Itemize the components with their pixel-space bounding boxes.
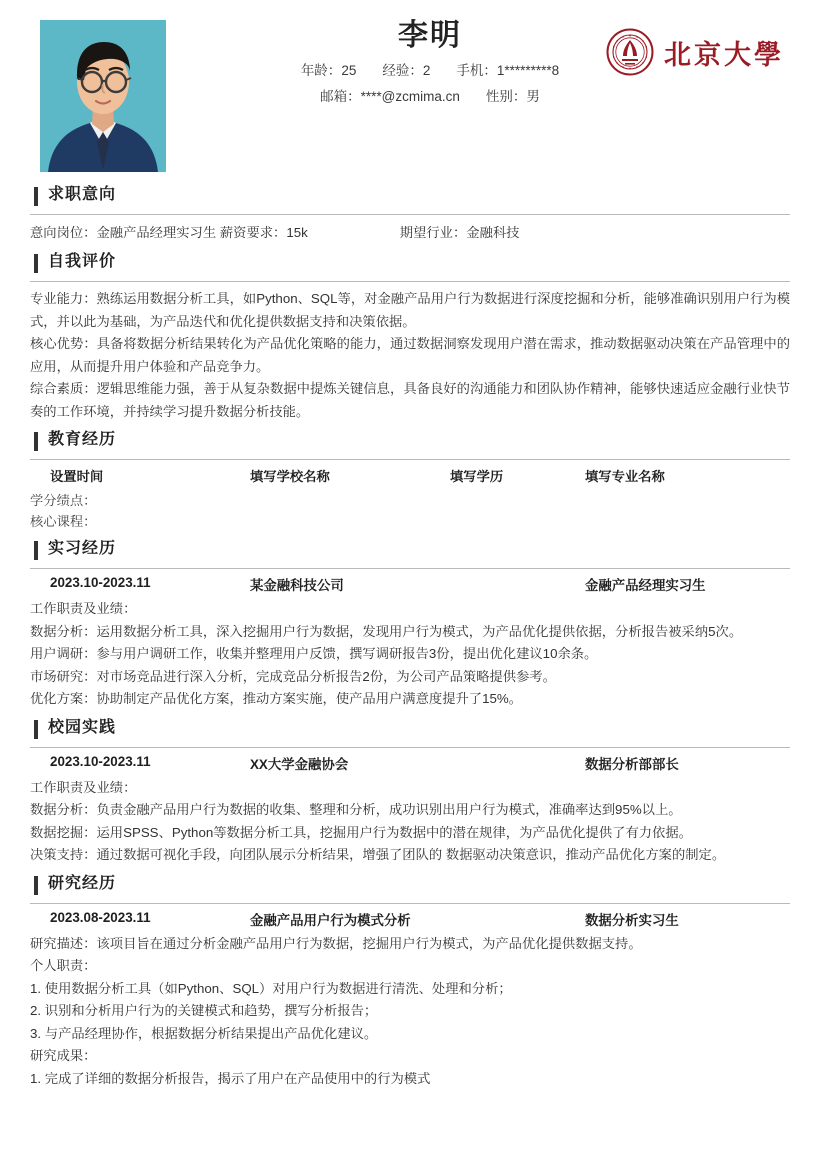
section-title: 自我评价 [48, 253, 117, 270]
entry-org: 某金融科技公司 [250, 578, 344, 593]
entry-role: 数据分析部部长 [585, 756, 679, 772]
paragraph: 2. 识别和分析用户行为的关键模式和趋势，撰写分析报告； [30, 1003, 378, 1018]
section-header-self-evaluation [30, 251, 790, 277]
section-divider [30, 214, 790, 215]
section-self-evaluation [30, 251, 790, 423]
section-divider [30, 459, 790, 460]
identity-block [210, 14, 650, 110]
intent-left [30, 221, 308, 245]
section-divider [30, 281, 790, 282]
paragraph: 研究成果： [30, 1048, 97, 1063]
entry-role: 金融产品经理实习生 [585, 578, 706, 593]
paragraph: 优化方案：协助制定产品优化方案，推动方案实施，使产品用户满意度提升了15%。 [30, 691, 523, 706]
salary-value: 15k [286, 225, 308, 240]
phone-label: 手机： [456, 63, 497, 78]
experience-label: 经验： [382, 63, 423, 78]
salary-label: 薪资要求： [219, 225, 287, 240]
age-value: 25 [341, 63, 357, 78]
email-label: 邮箱： [320, 89, 361, 104]
education-column-headers [30, 466, 790, 488]
paragraph: 个人职责： [30, 958, 97, 973]
school-name: 北京大學 [664, 39, 784, 70]
paragraph: 3. 与产品经理协作，根据数据分析结果提出产品优化建议。 [30, 1025, 378, 1041]
edu-col-time: 设置时间 [50, 469, 104, 484]
section-divider [30, 747, 790, 748]
page-title: 李明 [398, 19, 462, 52]
job-intent-row [30, 221, 790, 245]
entry-date: 2023.10-2023.11 [50, 575, 151, 590]
section-research [30, 873, 790, 1091]
section-title: 研究经历 [48, 874, 117, 892]
edu-col-school: 填写学校名称 [250, 469, 330, 484]
paragraph: 工作职责及业绩： [30, 601, 137, 616]
applicant-photo-icon [40, 20, 166, 172]
paragraph: 专业能力：熟练运用数据分析工具，如Python、SQL等，对金融产品用户行为数据进行深度挖掘和分析，能够准确识别用户行为模式，并以此为基础，为产品迭代和优化提供数据支持和决策依据。 [30, 291, 790, 329]
research-entry-header [30, 910, 790, 933]
paragraph: 决策支持：通过数据可视化手段，向团队展示分析结果，增强了团队的 数据驱动决策意识，推动产品优化方案的制定。 [30, 847, 726, 862]
campus-entry-header [30, 754, 790, 777]
entry-role: 数据分析实习生 [585, 912, 679, 928]
self-evaluation-body [30, 288, 790, 423]
section-header-education [30, 429, 790, 455]
section-divider [30, 568, 790, 569]
paragraph: 数据分析：运用数据分析工具，深入挖掘用户行为数据，发现用户行为模式，为产品优化提供依据，分析报告被采纳5次。 [30, 623, 743, 639]
section-header-campus-practice [30, 717, 790, 743]
section-title: 求职意向 [48, 186, 117, 203]
section-divider [30, 903, 790, 904]
education-details [30, 488, 790, 532]
peking-university-seal-icon [606, 28, 654, 76]
paragraph: 市场研究：对市场竞品进行深入分析，完成竞品分析报告2份，为公司产品策略提供参考。 [30, 668, 556, 684]
paragraph: 研究描述：该项目旨在通过分析金融产品用户行为数据，挖掘用户行为模式，为产品优化提供数据支持。 [30, 935, 642, 951]
paragraph: 用户调研：参与用户调研工作，收集并整理用户反馈，撰写调研报告3份，提出优化建议10余条。 [30, 646, 598, 661]
section-education [30, 429, 790, 532]
internship-body [30, 598, 790, 711]
paragraph: 工作职责及业绩： [30, 779, 137, 795]
industry-value: 金融科技 [466, 225, 520, 240]
gender-label: 性别： [485, 89, 527, 104]
core-course-line: 核心课程： [30, 514, 97, 529]
meta-row-1 [210, 58, 650, 84]
paragraph: 1. 使用数据分析工具（如Python、SQL）对用户行为数据进行清洗、处理和分析； [30, 980, 512, 996]
section-internship [30, 538, 790, 711]
paragraph: 数据分析：负责金融产品用户行为数据的收集、整理和分析，成功识别出用户行为模式，准确率达到95%以上。 [30, 802, 682, 817]
section-campus-practice [30, 717, 790, 867]
section-header-job-intent [30, 184, 790, 210]
entry-date: 2023.10-2023.11 [50, 753, 151, 769]
entry-date: 2023.08-2023.11 [50, 909, 151, 925]
gpa-line: 学分绩点： [30, 493, 97, 508]
research-body [30, 933, 790, 1091]
section-header-internship [30, 538, 790, 564]
position-value: 金融产品经理实习生 [96, 225, 217, 240]
experience-value: 2 [422, 63, 431, 78]
paragraph: 综合素质：逻辑思维能力强，善于从复杂数据中提炼关键信息，具备良好的沟通能力和团队协作精神，能够快速适应金融行业快节奏的工作环境，并持续学习提升数据分析技能。 [30, 381, 790, 419]
section-title: 教育经历 [48, 431, 117, 448]
paragraph: 1. 完成了详细的数据分析报告，揭示了用户在产品使用中的行为模式 [30, 1070, 431, 1086]
entry-org: 金融产品用户行为模式分析 [250, 912, 411, 928]
section-title: 校园实践 [48, 718, 117, 736]
industry-label: 期望行业： [399, 225, 467, 240]
meta-row-2 [210, 84, 650, 110]
section-title: 实习经历 [48, 540, 117, 557]
age-label: 年龄： [300, 63, 342, 78]
avatar [40, 20, 166, 172]
internship-entry-header [30, 575, 790, 598]
edu-col-major: 填写专业名称 [585, 469, 665, 484]
campus-body [30, 777, 790, 867]
gender-value: 男 [526, 89, 540, 104]
position-label: 意向岗位： [30, 225, 97, 240]
paragraph: 核心优势：具备将数据分析结果转化为产品优化策略的能力，通过数据洞察发现用户潜在需求，推动数据驱动决策在产品管理中的应用，从而提升用户体验和产品竞争力。 [30, 336, 790, 374]
school-logo [606, 28, 784, 76]
section-header-research [30, 873, 790, 899]
paragraph: 数据挖掘：运用SPSS、Python等数据分析工具，挖掘用户行为数据中的潜在规律，为产品优化提供了有力依据。 [30, 824, 692, 840]
section-job-intent [30, 184, 790, 245]
email-value: ****@zcmima.cn [360, 89, 460, 104]
edu-col-degree: 填写学历 [450, 469, 504, 484]
entry-org: XX大学金融协会 [250, 756, 349, 772]
phone-value: 1*********8 [496, 63, 560, 78]
intent-right [400, 221, 520, 245]
resume-header [30, 0, 790, 178]
